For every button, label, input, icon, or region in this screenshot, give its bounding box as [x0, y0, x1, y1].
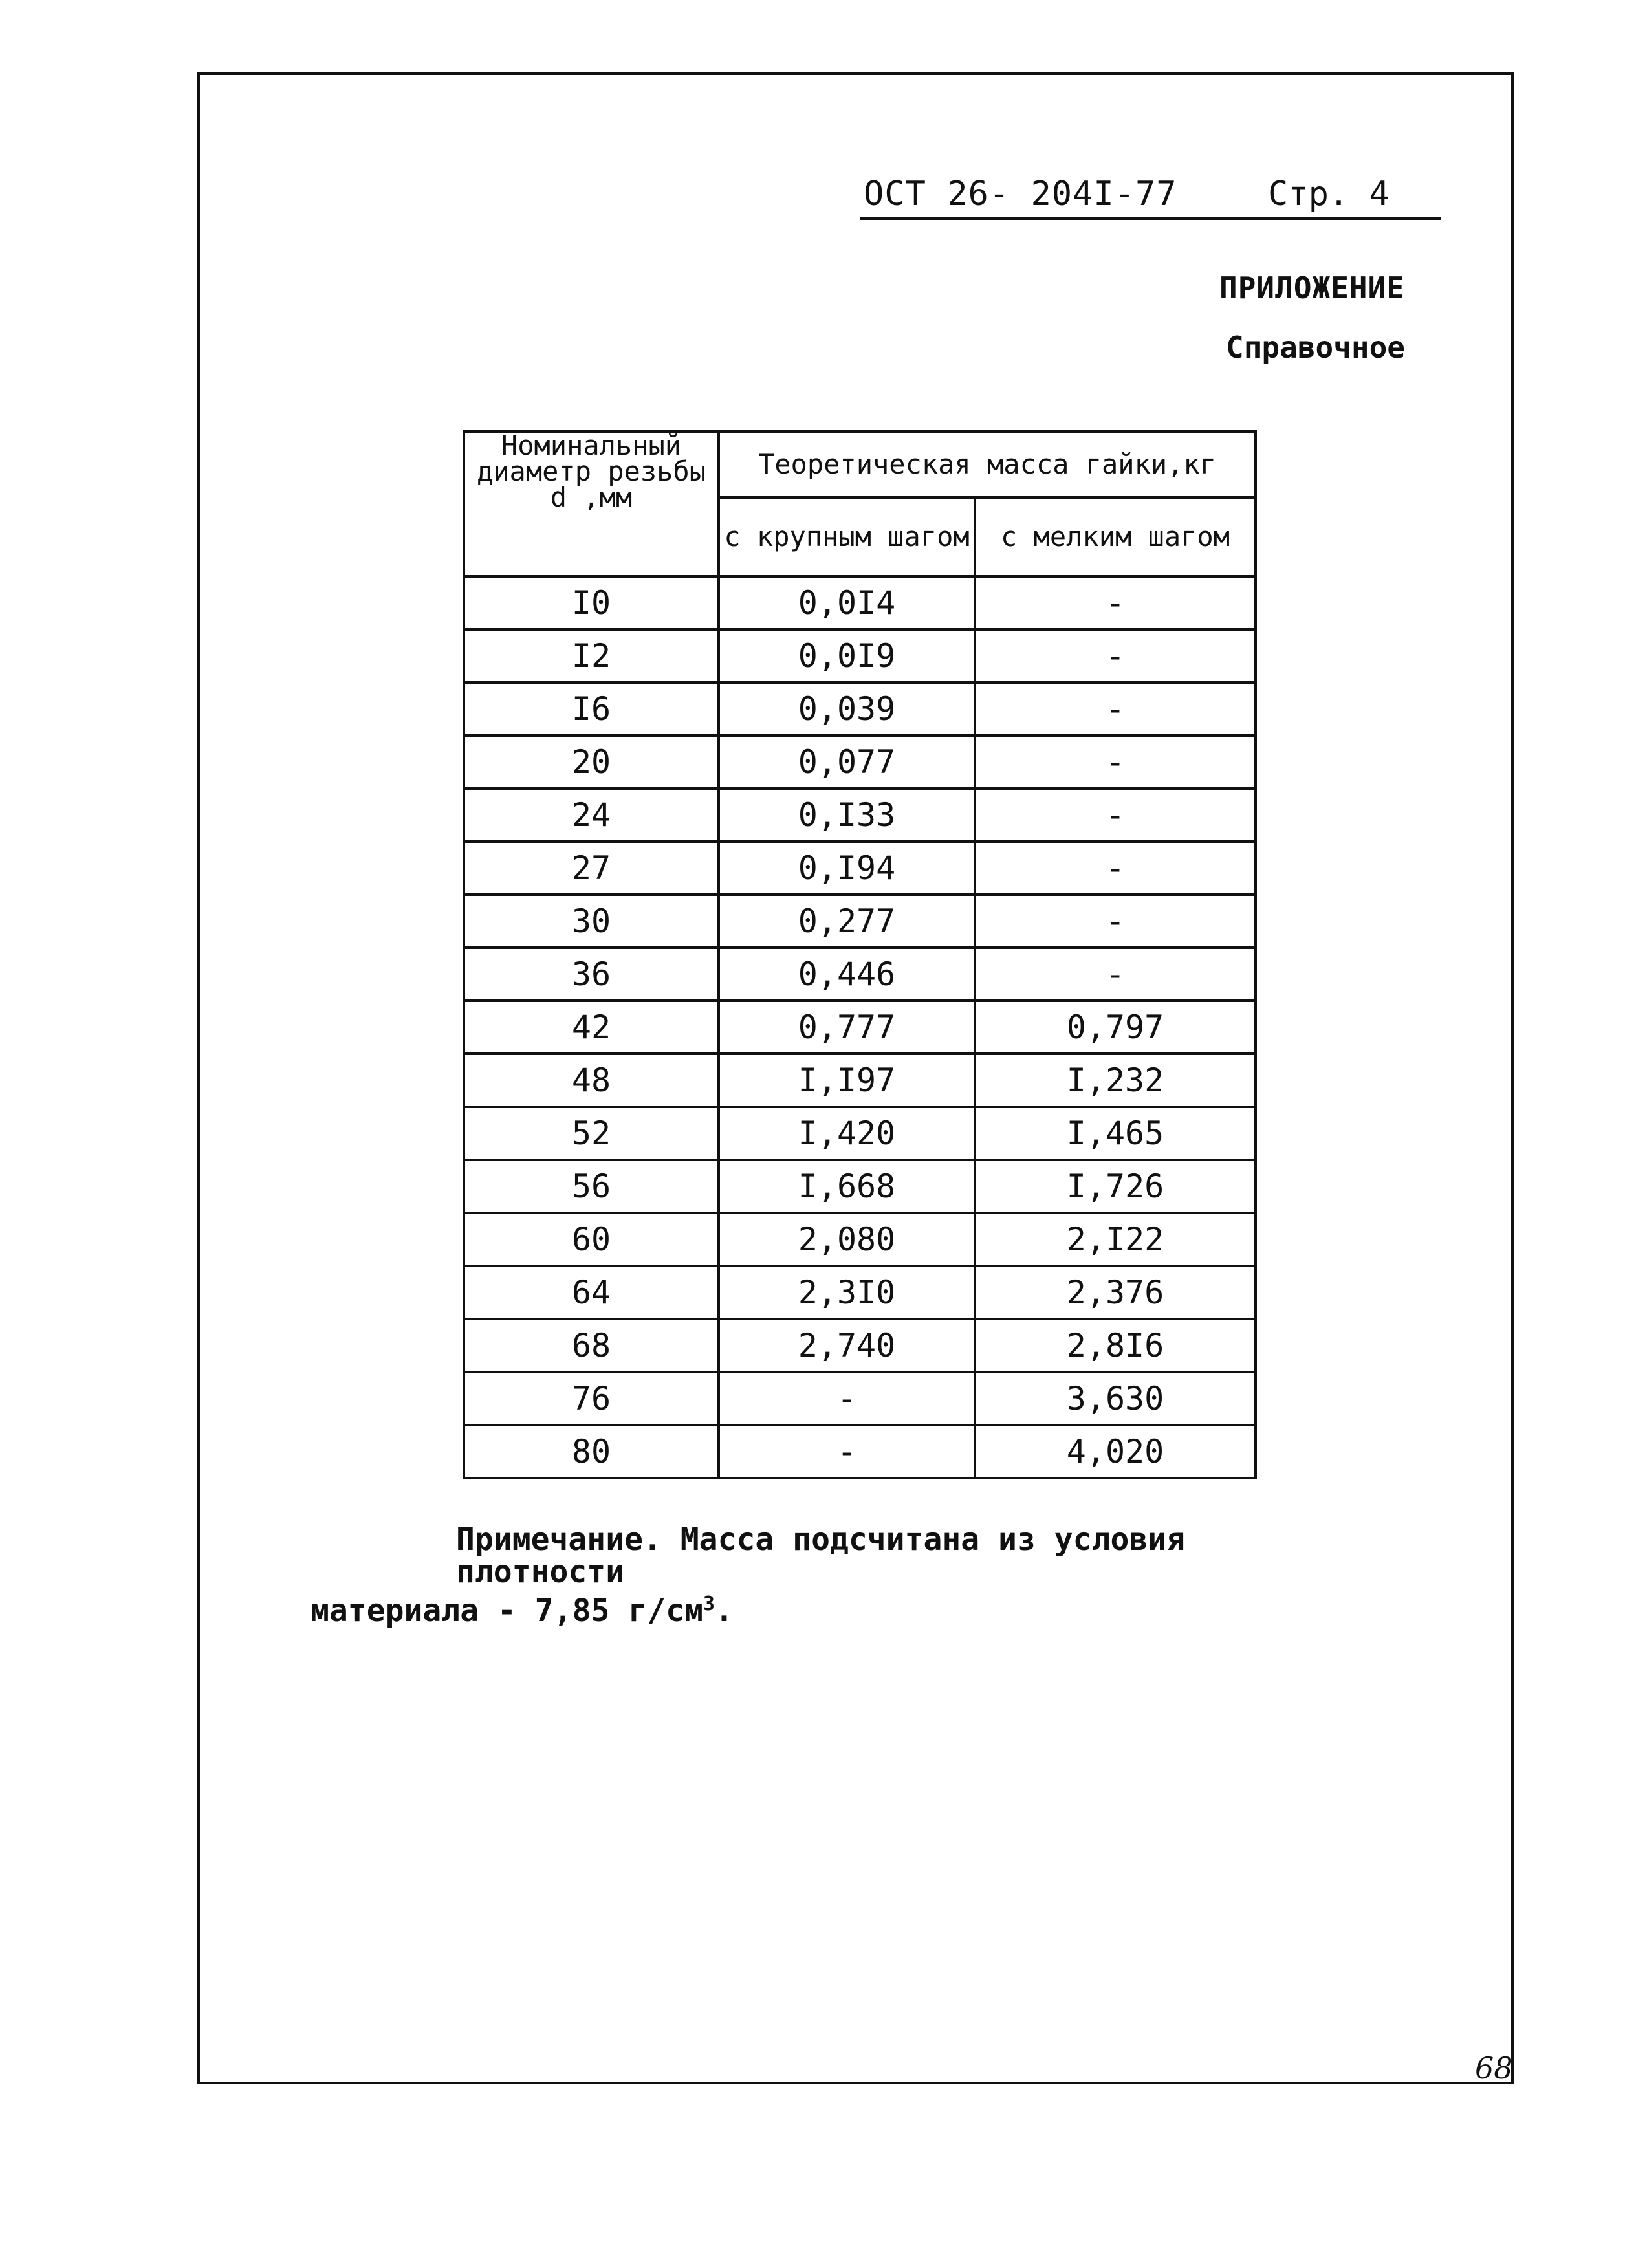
col-header-group-mass: Теоретическая масса гайки,кг — [719, 431, 1256, 497]
cell-fine-mass: - — [975, 736, 1256, 789]
table-row — [464, 1107, 1256, 1160]
cell-diameter: I0 — [464, 576, 719, 629]
cell-diameter: 76 — [464, 1372, 719, 1425]
table-row — [464, 842, 1256, 895]
cell-fine-mass: 0,797 — [975, 1001, 1256, 1054]
cell-coarse-mass: I,I97 — [719, 1054, 975, 1107]
cell-coarse-mass: - — [719, 1425, 975, 1478]
cell-fine-mass: - — [975, 895, 1256, 948]
cell-coarse-mass: 0,077 — [719, 736, 975, 789]
table-row — [464, 1266, 1256, 1319]
cell-fine-mass: - — [975, 789, 1256, 842]
table-row — [464, 1001, 1256, 1054]
cell-coarse-mass: 2,3I0 — [719, 1266, 975, 1319]
cell-fine-mass: I,232 — [975, 1054, 1256, 1107]
cell-coarse-mass: 0,I33 — [719, 789, 975, 842]
appendix-title: ПРИЛОЖЕНИЕ — [1219, 270, 1405, 305]
cell-fine-mass: 4,020 — [975, 1425, 1256, 1478]
cell-coarse-mass: - — [719, 1372, 975, 1425]
cell-fine-mass: - — [975, 629, 1256, 682]
col-header-coarse: с крупным шагом — [719, 497, 975, 576]
table-row — [464, 1160, 1256, 1213]
cell-diameter: 36 — [464, 948, 719, 1001]
table-body — [464, 576, 1256, 1478]
cell-diameter: 68 — [464, 1319, 719, 1372]
table-row — [464, 629, 1256, 682]
cell-diameter: 64 — [464, 1266, 719, 1319]
cell-fine-mass: 3,630 — [975, 1372, 1256, 1425]
page-label: Стр. 4 — [1268, 175, 1390, 213]
note-line-2: материала - 7,85 г/см — [311, 1593, 703, 1629]
cell-diameter: I2 — [464, 629, 719, 682]
cell-diameter: 42 — [464, 1001, 719, 1054]
cell-diameter: 60 — [464, 1213, 719, 1266]
table-row — [464, 789, 1256, 842]
table-row — [464, 895, 1256, 948]
cell-coarse-mass: I,668 — [719, 1160, 975, 1213]
appendix-subtitle: Справочное — [1226, 330, 1405, 365]
cell-diameter: 56 — [464, 1160, 719, 1213]
note — [311, 1523, 1371, 1627]
cell-coarse-mass: 0,0I4 — [719, 576, 975, 629]
cell-fine-mass: I,726 — [975, 1160, 1256, 1213]
cell-fine-mass: 2,376 — [975, 1266, 1256, 1319]
table-row — [464, 1319, 1256, 1372]
table-row — [464, 1425, 1256, 1478]
cell-coarse-mass: 0,0I9 — [719, 629, 975, 682]
table-row — [464, 948, 1256, 1001]
cell-coarse-mass: 2,080 — [719, 1213, 975, 1266]
table-row — [464, 1372, 1256, 1425]
table-row — [464, 682, 1256, 736]
cell-diameter: 27 — [464, 842, 719, 895]
table-row — [464, 736, 1256, 789]
cell-diameter: 48 — [464, 1054, 719, 1107]
table-row — [464, 576, 1256, 629]
cell-coarse-mass: 0,039 — [719, 682, 975, 736]
note-superscript: 3 — [703, 1593, 715, 1615]
cell-fine-mass: - — [975, 682, 1256, 736]
cell-diameter: 20 — [464, 736, 719, 789]
document-code: ОСТ 26- 204I-77 — [864, 175, 1177, 213]
cell-diameter: I6 — [464, 682, 719, 736]
cell-fine-mass: 2,8I6 — [975, 1319, 1256, 1372]
cell-coarse-mass: 0,446 — [719, 948, 975, 1001]
page-number: 68 — [1475, 2051, 1513, 2086]
cell-fine-mass: - — [975, 576, 1256, 629]
cell-coarse-mass: 2,740 — [719, 1319, 975, 1372]
table-row — [464, 1213, 1256, 1266]
cell-coarse-mass: 0,I94 — [719, 842, 975, 895]
cell-fine-mass: I,465 — [975, 1107, 1256, 1160]
cell-diameter: 30 — [464, 895, 719, 948]
cell-diameter: 24 — [464, 789, 719, 842]
cell-fine-mass: 2,I22 — [975, 1213, 1256, 1266]
note-end: . — [714, 1593, 734, 1629]
table-row — [464, 1054, 1256, 1107]
cell-coarse-mass: I,420 — [719, 1107, 975, 1160]
cell-fine-mass: - — [975, 948, 1256, 1001]
nut-mass-table — [463, 430, 1257, 1479]
note-line-1: Примечание. Масса подсчитана из условия плотности — [456, 1521, 1186, 1590]
cell-diameter: 52 — [464, 1107, 719, 1160]
cell-coarse-mass: 0,777 — [719, 1001, 975, 1054]
cell-fine-mass: - — [975, 842, 1256, 895]
col-header-diameter: Номинальный диаметр резьбы d ,мм — [464, 431, 719, 576]
cell-coarse-mass: 0,277 — [719, 895, 975, 948]
cell-diameter: 80 — [464, 1425, 719, 1478]
col-header-fine: с мелким шагом — [975, 497, 1256, 576]
